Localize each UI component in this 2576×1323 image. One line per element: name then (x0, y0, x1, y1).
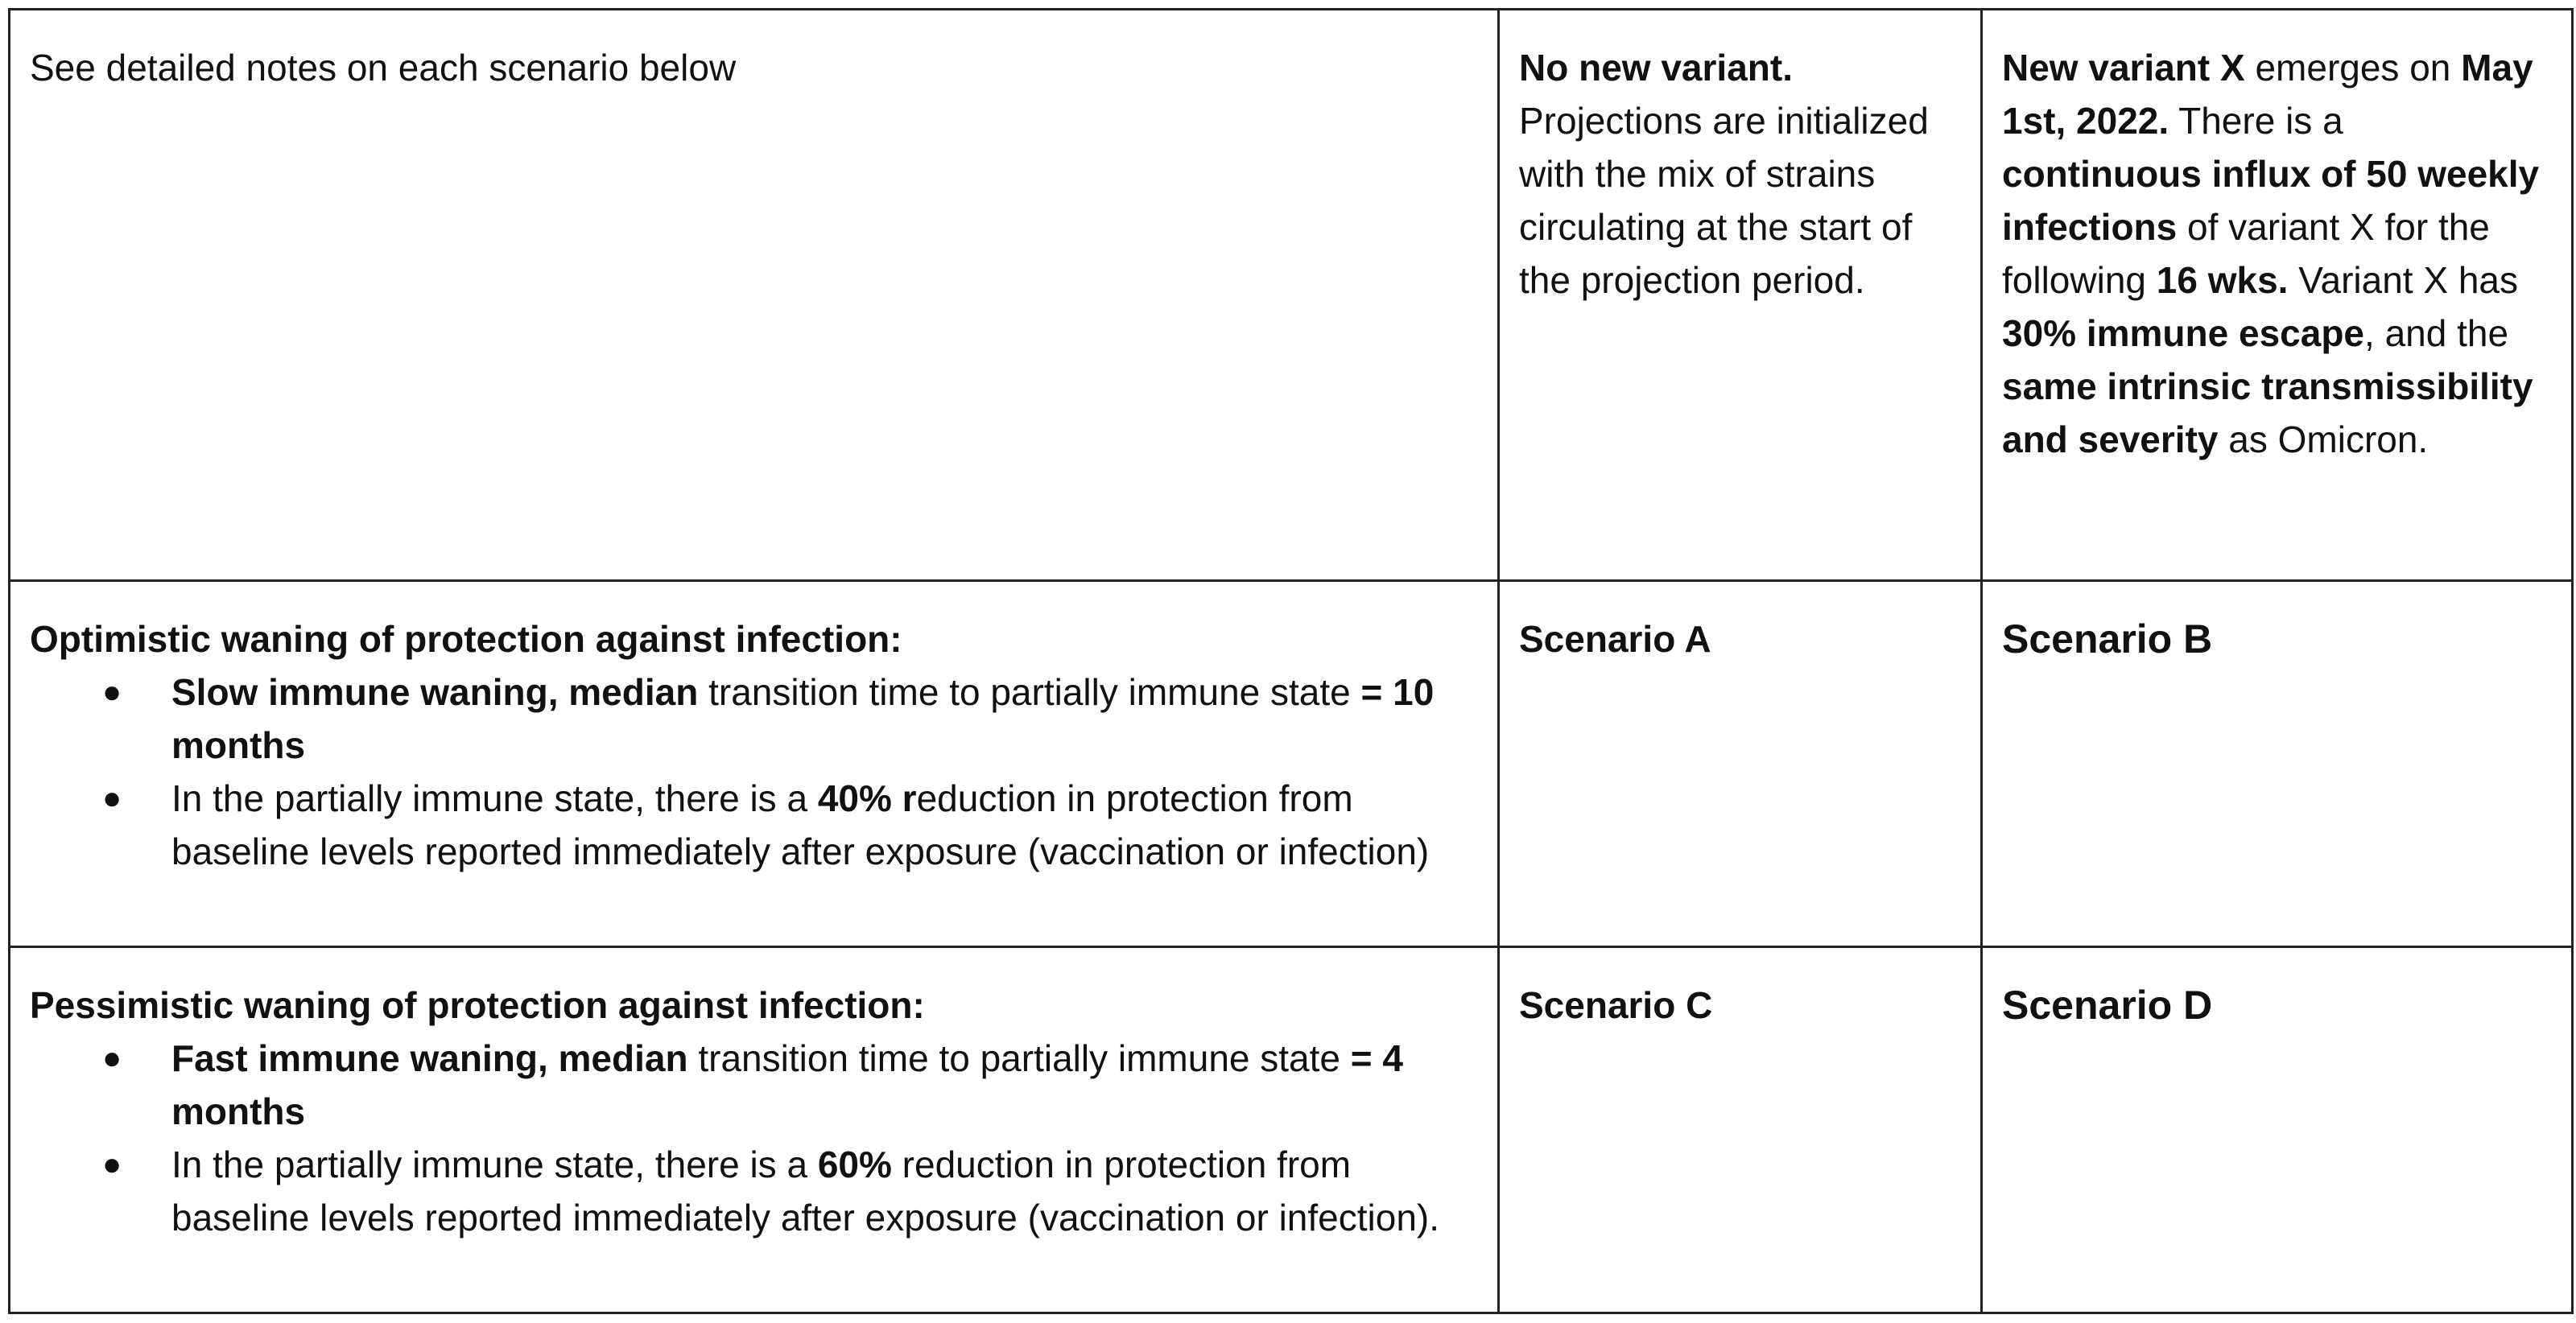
scenario-matrix-table (8, 8, 2574, 1314)
bullet-icon: ● (102, 674, 122, 710)
pessimistic-description-cell (10, 947, 1499, 1313)
bullet-icon: ● (102, 1147, 122, 1182)
intro-note: See detailed notes on each scenario below (30, 47, 737, 89)
list-item: ● Fast immune waning, median transition time to partially immune state = 4 months (171, 1032, 1478, 1138)
list-item: ● In the partially immune state, there is a 40% reduction in protection from baseline levels reported immediately after exposure (vaccination or infection) (171, 772, 1478, 878)
header-row (10, 10, 2573, 581)
intro-note-cell (10, 10, 1499, 581)
new-variant-description: New variant X emerges on May 1st, 2022. There is a continuous influx of 50 weekly infections of variant X for the following 16 wks. Variant X has 30% immune escape, and the same intrinsic transmissibility and severity as Omicron. (2002, 47, 2540, 460)
scenario-a-label: Scenario A (1519, 618, 1711, 660)
scenario-d-label: Scenario D (2002, 983, 2213, 1028)
scenario-a-cell (1499, 581, 1982, 947)
scenario-b-cell (1982, 581, 2573, 947)
optimistic-description-cell (10, 581, 1499, 947)
optimistic-bullet-list (30, 666, 1478, 878)
pessimistic-title: Pessimistic waning of protection against infection: (30, 984, 925, 1026)
bullet-icon: ● (102, 781, 122, 816)
list-item: ● In the partially immune state, there is a 60% reduction in protection from baseline levels reported immediately after exposure (vaccination or infection). (171, 1138, 1478, 1244)
pessimistic-row (10, 947, 2573, 1313)
scenario-b-label: Scenario B (2002, 616, 2213, 662)
scenario-c-cell (1499, 947, 1982, 1313)
optimistic-title: Optimistic waning of protection against infection: (30, 618, 902, 660)
bullet-icon: ● (102, 1041, 122, 1076)
list-item: ● Slow immune waning, median transition time to partially immune state = 10 months (171, 666, 1478, 772)
no-variant-header-cell (1499, 10, 1982, 581)
new-variant-header-cell (1982, 10, 2573, 581)
no-variant-description: No new variant. Projections are initialized with the mix of strains circulating at the start of the projection period. (1519, 47, 1929, 301)
scenario-c-label: Scenario C (1519, 984, 1713, 1026)
optimistic-row (10, 581, 2573, 947)
no-variant-title: No new variant. (1519, 47, 1793, 89)
pessimistic-bullet-list (30, 1032, 1478, 1244)
scenario-d-cell (1982, 947, 2573, 1313)
